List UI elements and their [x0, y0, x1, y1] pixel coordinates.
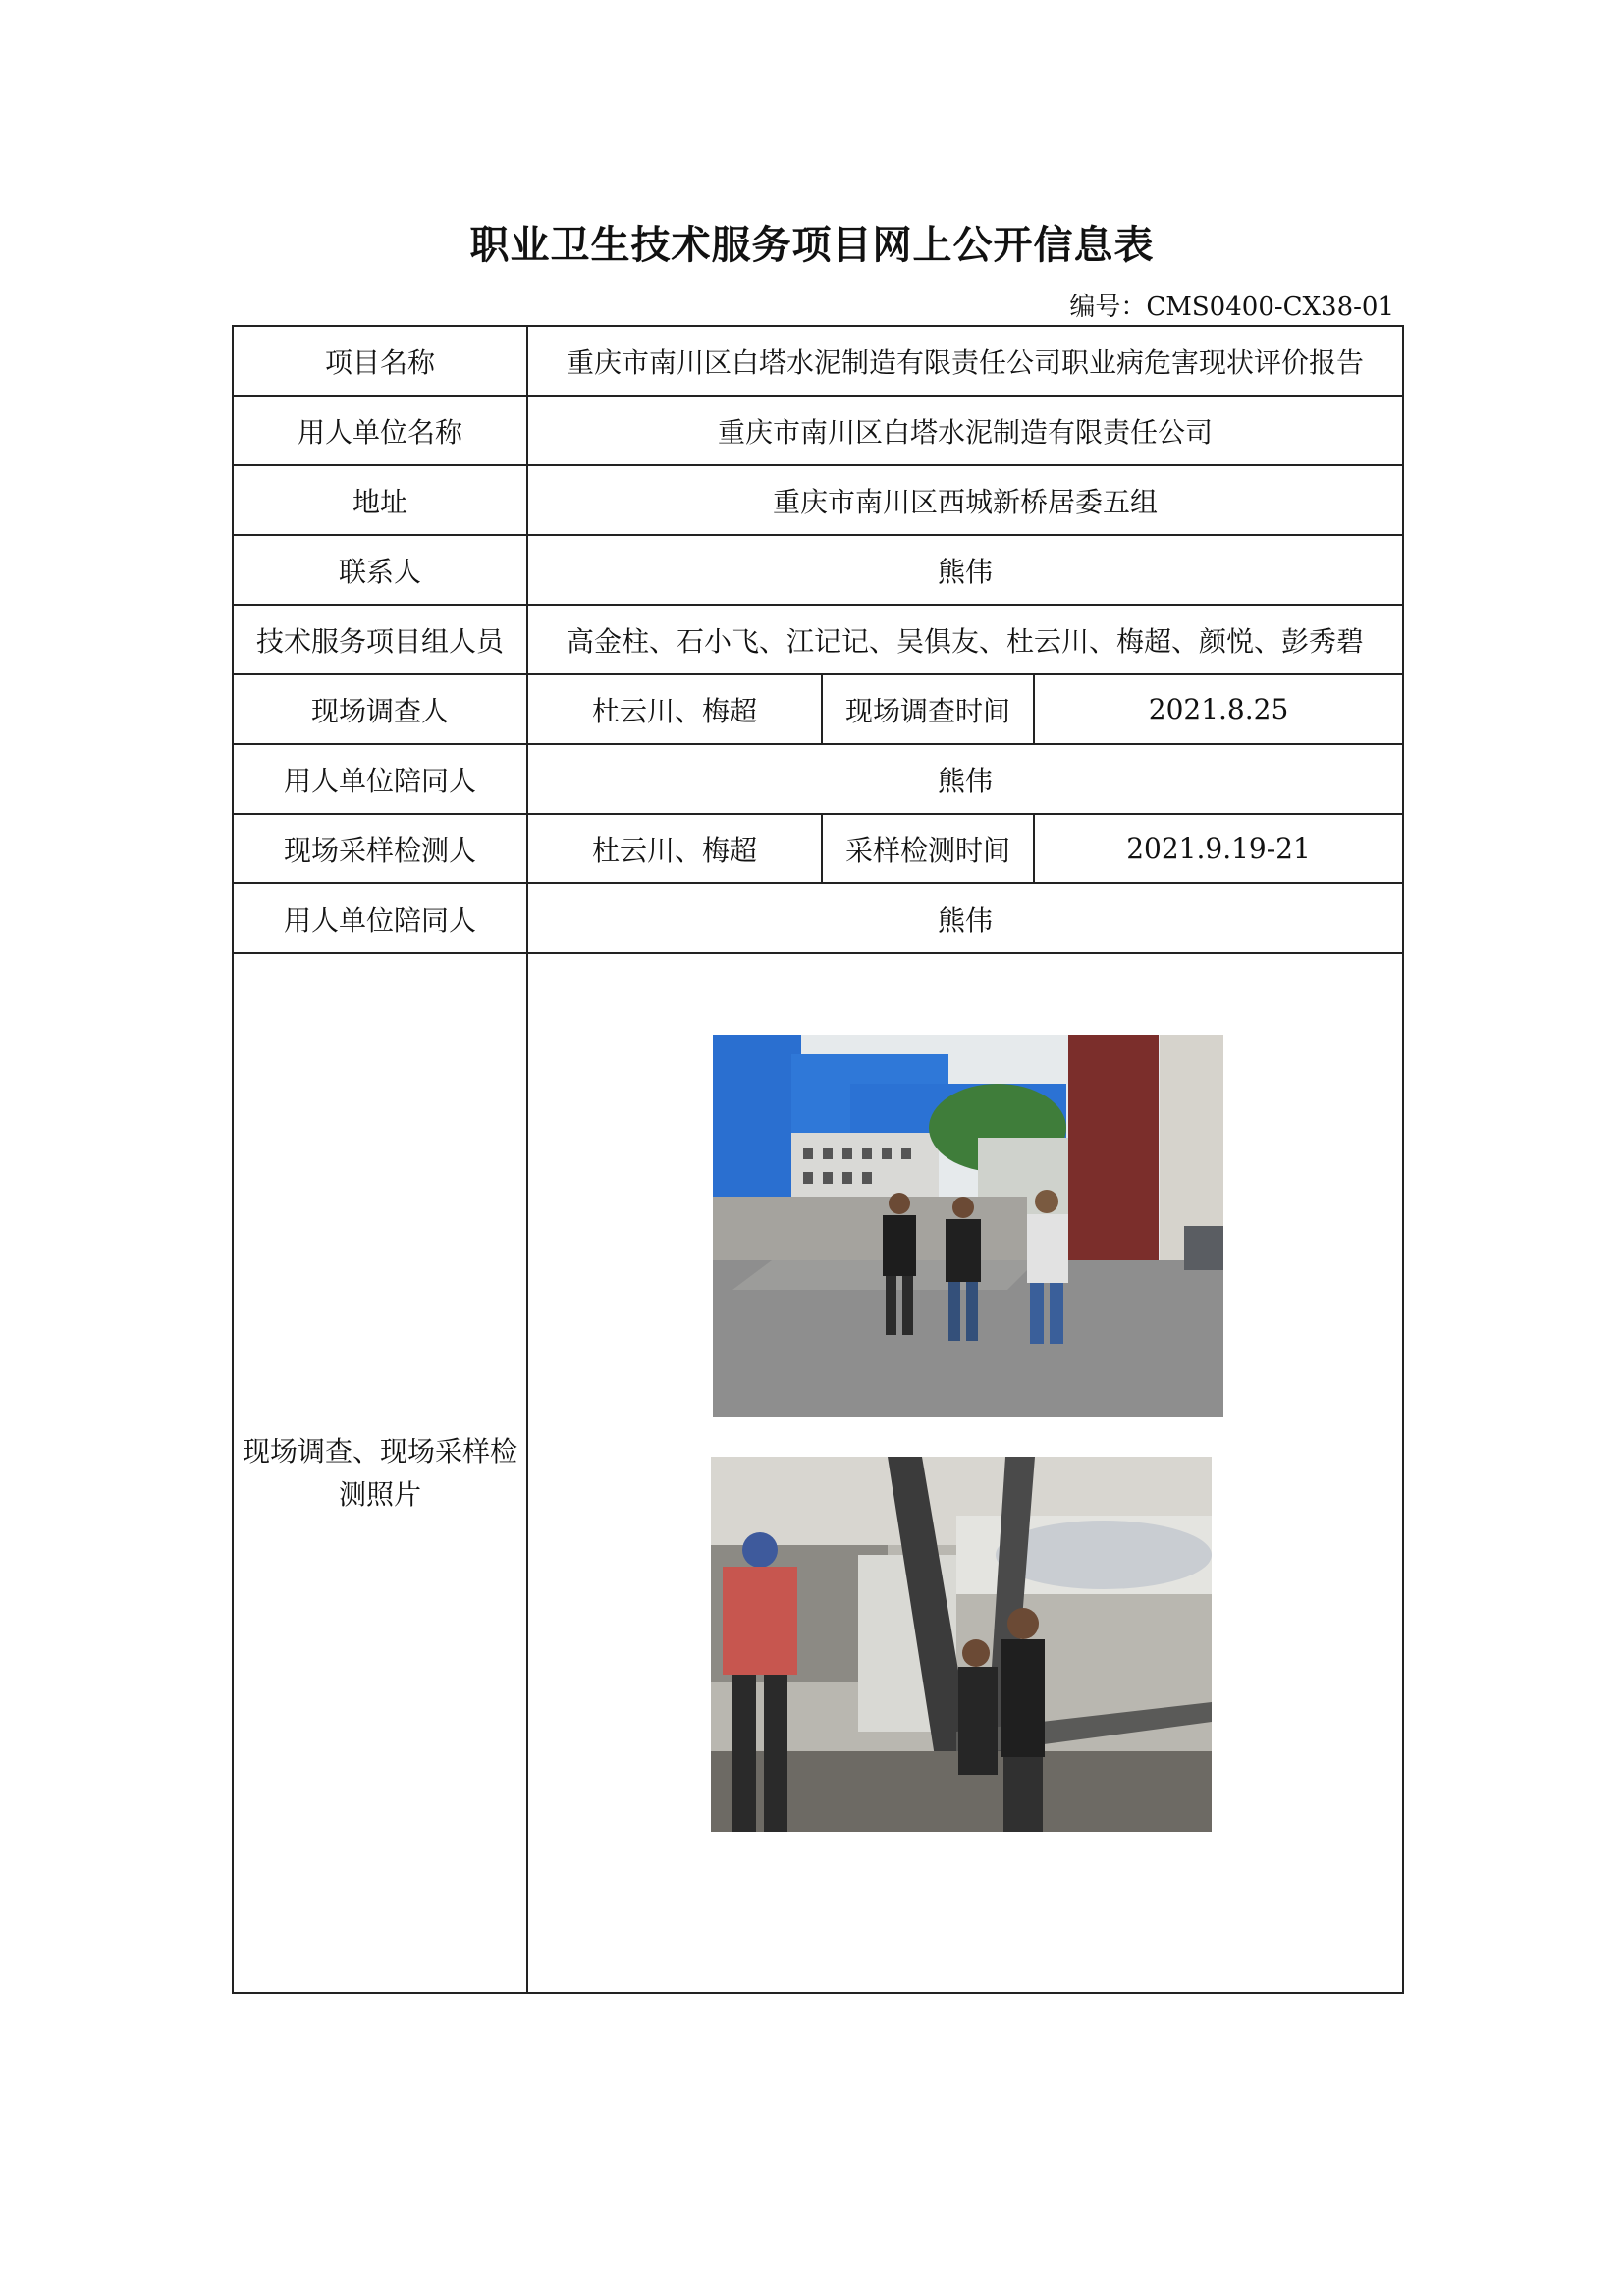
photos-cell	[527, 953, 1403, 1993]
survey-escort-value: 熊伟	[527, 744, 1403, 814]
row-sampling	[233, 814, 1403, 883]
sampling-escort-label: 用人单位陪同人	[233, 883, 527, 953]
info-table	[232, 325, 1404, 1994]
row-sampling-escort	[233, 883, 1403, 953]
row-site-survey	[233, 674, 1403, 744]
row-photos	[233, 953, 1403, 1993]
page-title: 职业卫生技术服务项目网上公开信息表	[469, 223, 1155, 268]
row-contact	[233, 535, 1403, 605]
project-name-label: 项目名称	[233, 326, 527, 396]
row-team-members	[233, 605, 1403, 674]
project-name-value: 重庆市南川区白塔水泥制造有限责任公司职业病危害现状评价报告	[527, 326, 1403, 396]
sampling-time-label: 采样检测时间	[822, 814, 1034, 883]
site-survey-time-value: 2021.8.25	[1034, 674, 1403, 744]
contact-value: 熊伟	[527, 535, 1403, 605]
row-employer-name	[233, 396, 1403, 465]
site-survey-value: 杜云川、梅超	[527, 674, 822, 744]
survey-escort-label: 用人单位陪同人	[233, 744, 527, 814]
sampling-photo	[711, 1457, 1212, 1832]
document-number: 编号：CMS0400-CX38-01	[1069, 293, 1394, 322]
row-project-name	[233, 326, 1403, 396]
sampling-escort-value: 熊伟	[527, 883, 1403, 953]
address-label: 地址	[233, 465, 527, 535]
site-survey-time-label: 现场调查时间	[822, 674, 1034, 744]
sampling-value: 杜云川、梅超	[527, 814, 822, 883]
contact-label: 联系人	[233, 535, 527, 605]
site-survey-photo	[713, 1035, 1223, 1417]
employer-name-label: 用人单位名称	[233, 396, 527, 465]
team-members-value: 高金柱、石小飞、江记记、吴俱友、杜云川、梅超、颜悦、彭秀碧	[527, 605, 1403, 674]
row-survey-escort	[233, 744, 1403, 814]
sampling-time-value: 2021.9.19-21	[1034, 814, 1403, 883]
employer-name-value: 重庆市南川区白塔水泥制造有限责任公司	[527, 396, 1403, 465]
address-value: 重庆市南川区西城新桥居委五组	[527, 465, 1403, 535]
photos-label: 现场调查、现场采样检测照片	[233, 953, 527, 1993]
row-address	[233, 465, 1403, 535]
site-survey-label: 现场调查人	[233, 674, 527, 744]
sampling-label: 现场采样检测人	[233, 814, 527, 883]
team-members-label: 技术服务项目组人员	[233, 605, 527, 674]
